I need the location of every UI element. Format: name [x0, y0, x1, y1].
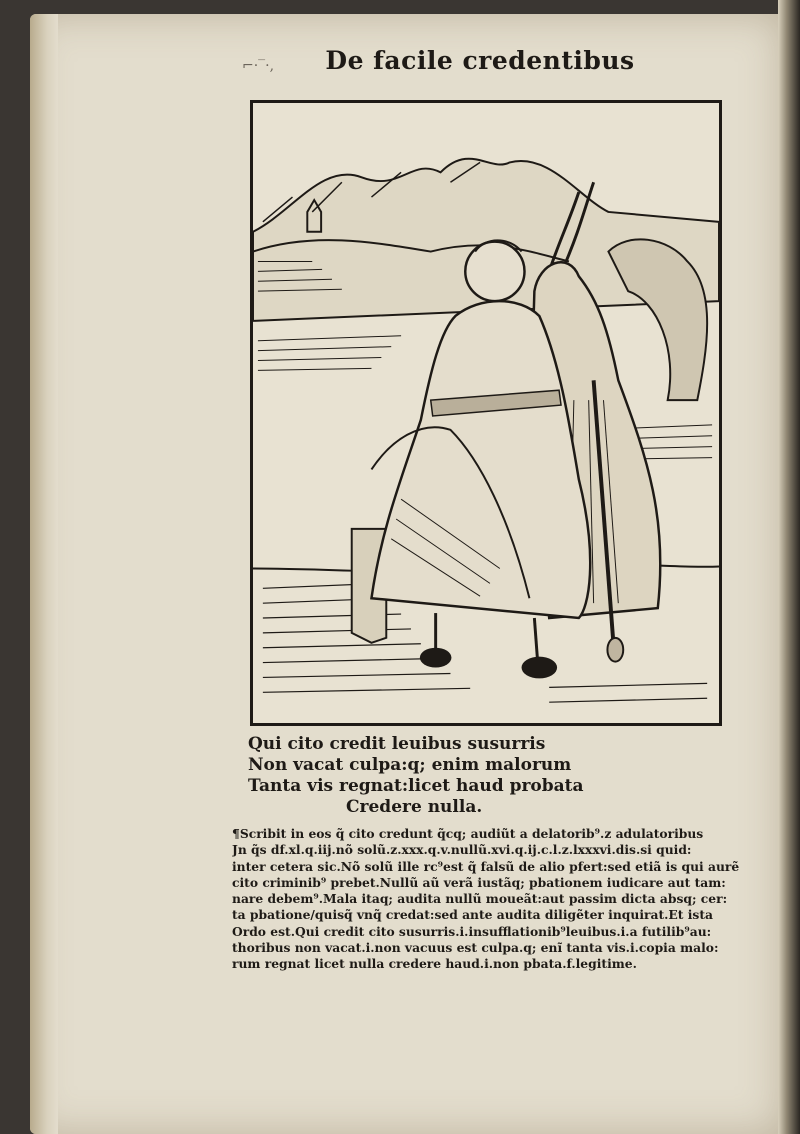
facing-page-edge — [778, 0, 800, 1134]
commentary-line: rum regnat licet nulla credere haud.i.non pbata.f.legitime. — [232, 956, 637, 972]
verse-line: Credere nulla. — [346, 797, 483, 817]
commentary-line: ¶Scribit in eos q̃ cito credunt q̃cq; audiũt a delatorib⁹.z adulatoribus — [232, 826, 704, 841]
commentary-line: cito criminib⁹ prebet.Nullũ aũ verã iustãq; pbationem iudicare aut tam: — [232, 874, 726, 890]
commentary-line: Jn q̃s df.xl.q.iij.nõ solũ.z.xxx.q.v.nullũ.xvi.q.ij.c.l.z.lxxxvi.dis.si quid: — [232, 842, 692, 858]
latin-commentary — [232, 826, 762, 973]
faded-ink-mark: ⌐·‾·, — [242, 58, 275, 74]
verse-line: Non vacat culpa:q; enim malorum — [248, 755, 572, 775]
woodcut-illustration — [250, 100, 722, 726]
verse-line: Tanta vis regnat:licet haud probata — [248, 776, 584, 796]
commentary-line: ta pbatione/quisq̃ vnq̃ credat:sed ante audita diligẽter inquirat.Et ista — [232, 907, 713, 923]
page-title: De facile credentibus — [325, 46, 635, 75]
verse-line: Qui cito credit leuibus susurris — [248, 734, 546, 754]
commentary-line: Ordo est.Qui credit cito susurris.i.insufflationib⁹leuibus.i.a futilib⁹au: — [232, 923, 712, 939]
latin-verse — [248, 734, 688, 818]
book-spine — [30, 14, 58, 1134]
commentary-line: inter cetera sic.Nõ solũ ille rc⁹est q̃ falsũ de alio pfert:sed etiã is qui aurẽ — [232, 858, 740, 874]
commentary-line: thoribus non vacat.i.non vacuus est culpa.q; enĩ tanta vis.i.copia malo: — [232, 940, 719, 956]
commentary-line: nare debem⁹.Mala itaq; audita nullũ moueãt:aut passim dicta absq; cer: — [232, 891, 728, 907]
woodcut-fool-whispering-illustration — [253, 103, 719, 723]
